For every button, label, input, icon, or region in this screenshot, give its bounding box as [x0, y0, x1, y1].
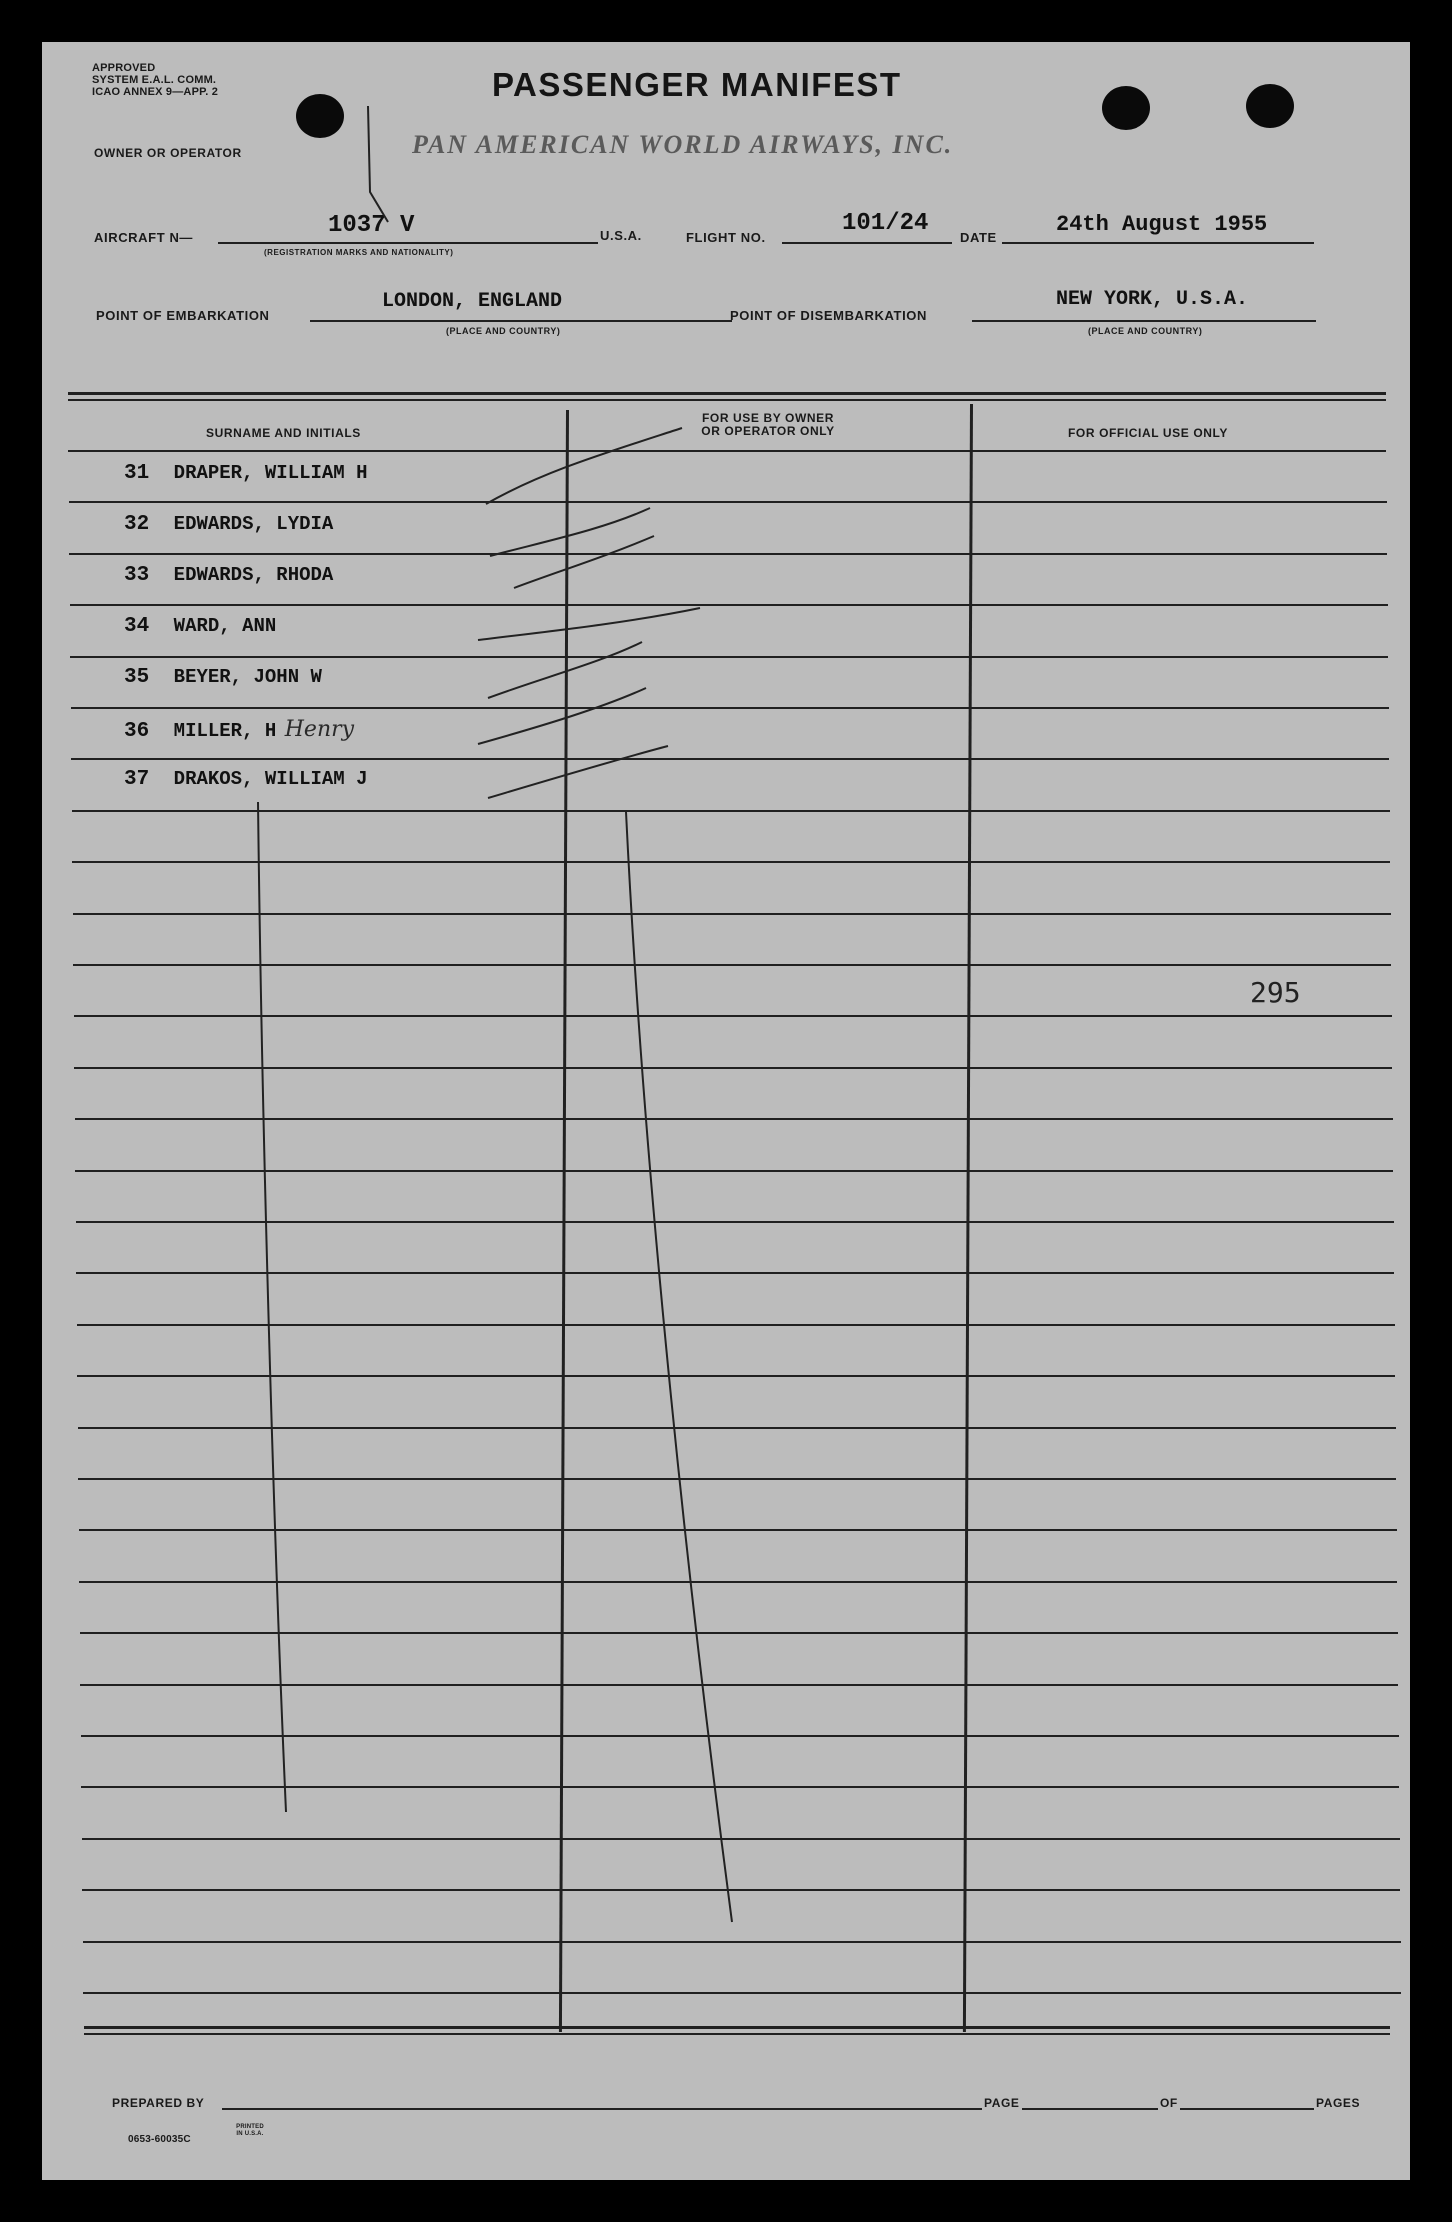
page-title: PASSENGER MANIFEST: [492, 66, 902, 103]
check-stroke: [490, 508, 650, 556]
disembark-value: NEW YORK, U.S.A.: [1056, 288, 1249, 311]
passenger-number: 33: [124, 564, 150, 587]
check-stroke: [478, 608, 700, 640]
passenger-number: 31: [124, 462, 150, 485]
passenger-name: DRAPER, WILLIAM H: [173, 462, 368, 484]
approval-line: ICAO ANNEX 9—APP. 2: [92, 86, 219, 98]
owner-label: OWNER OR OPERATOR: [94, 146, 242, 160]
date-label: DATE: [960, 230, 997, 245]
tally-line: [626, 812, 732, 1922]
column-header-surname: SURNAME AND INITIALS: [206, 426, 361, 440]
tally-line: [258, 802, 286, 1812]
form-number: 0653-60035C: [128, 2134, 191, 2145]
date-value: 24th August 1955: [1056, 212, 1268, 237]
passenger-number: 35: [124, 666, 150, 689]
check-stroke: [488, 642, 642, 698]
page-stamp: 295: [1250, 976, 1301, 1009]
page-label: PAGE: [984, 2096, 1020, 2110]
of-label: OF: [1160, 2096, 1178, 2110]
footer-rule: [84, 2033, 1390, 2035]
pen-marks: [42, 42, 1410, 2180]
airline-name: PAN AMERICAN WORLD AIRWAYS, INC.: [412, 130, 954, 159]
footer-rule: [84, 2026, 1390, 2029]
pages-label: PAGES: [1316, 2096, 1361, 2110]
column-header-official: FOR OFFICIAL USE ONLY: [1068, 426, 1228, 440]
operator-header-line: OR OPERATOR ONLY: [701, 424, 835, 438]
registration-caption: (REGISTRATION MARKS AND NATIONALITY): [264, 248, 454, 257]
passenger-name: MILLER, H: [173, 720, 277, 742]
check-stroke: [478, 688, 646, 744]
embark-label: POINT OF EMBARKATION: [96, 308, 270, 323]
operator-header-line: FOR USE BY OWNER: [701, 411, 835, 425]
approval-line: APPROVED: [92, 62, 156, 74]
embark-place-caption: (PLACE AND COUNTRY): [446, 326, 561, 336]
embark-value: LONDON, ENGLAND: [382, 290, 563, 313]
prepared-by-label: PREPARED BY: [112, 2096, 205, 2110]
passenger-number: 36: [124, 720, 150, 743]
passenger-name: DRAKOS, WILLIAM J: [173, 768, 368, 790]
approval-line: SYSTEM E.A.L. COMM.: [92, 74, 217, 86]
passenger-number: 37: [124, 768, 150, 791]
flight-label: FLIGHT NO.: [686, 230, 766, 245]
passenger-name: BEYER, JOHN W: [173, 666, 322, 688]
disembark-place-caption: (PLACE AND COUNTRY): [1088, 326, 1203, 336]
aircraft-label: AIRCRAFT N—: [94, 230, 194, 245]
passenger-name: EDWARDS, RHODA: [173, 564, 334, 586]
edit-mark: [368, 106, 388, 222]
disembark-label: POINT OF DISEMBARKATION: [730, 308, 927, 323]
handwritten-correction: Henry: [284, 717, 355, 742]
usa-label: U.S.A.: [600, 228, 642, 243]
aircraft-value: 1037 V: [328, 212, 415, 239]
passenger-number: 32: [124, 513, 150, 536]
printed-mark: PRINTED IN U.S.A.: [236, 2124, 264, 2137]
passenger-name: WARD, ANN: [173, 615, 277, 637]
flight-value: 101/24: [842, 210, 929, 237]
manifest-sheet: [42, 42, 1410, 2180]
passenger-number: 34: [124, 615, 150, 638]
check-stroke: [486, 428, 682, 504]
check-stroke: [488, 746, 668, 798]
passenger-name: EDWARDS, LYDIA: [173, 513, 334, 535]
